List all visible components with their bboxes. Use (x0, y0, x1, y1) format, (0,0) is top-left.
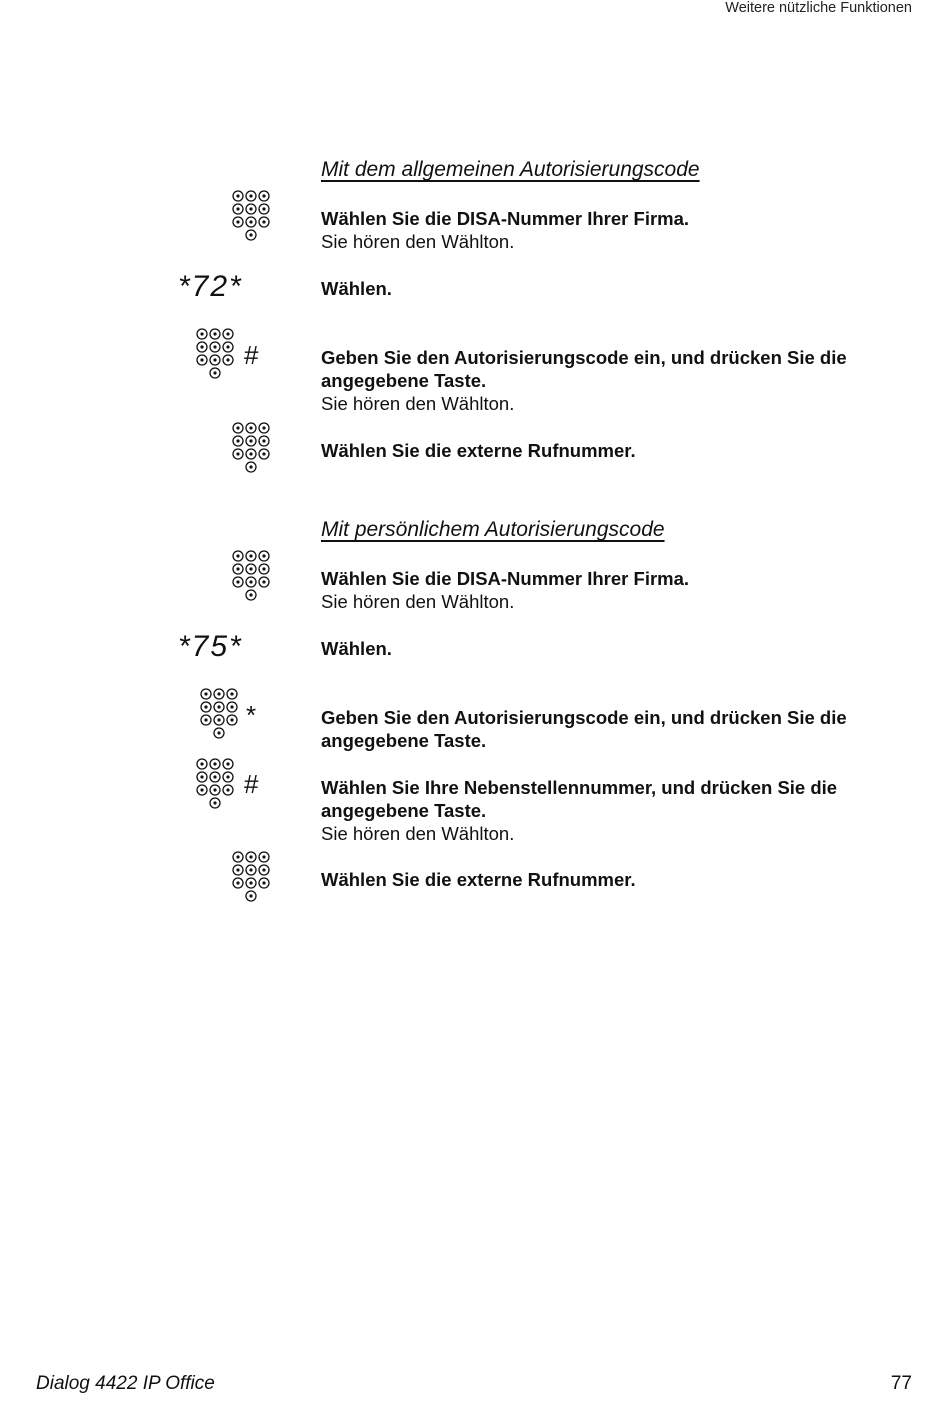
keypad-key-mark (249, 894, 252, 897)
code-star75star: *75* (178, 630, 243, 663)
step-note: Sie hören den Wählton. (321, 591, 515, 612)
keypad-key-mark (217, 718, 220, 721)
keypad-key-mark (204, 718, 207, 721)
keypad-key-mark (249, 868, 252, 871)
keypad-key-mark (213, 332, 216, 335)
keypad-key-mark (230, 692, 233, 695)
step-dial-external-number (321, 868, 921, 891)
running-head: Weitere nützliche Funktionen (725, 0, 912, 16)
keypad-key-mark (249, 452, 252, 455)
keypad-key-mark (230, 718, 233, 721)
keypad-key-mark (200, 358, 203, 361)
keypad-key-mark (204, 692, 207, 695)
step-dial-extension-number (321, 776, 921, 845)
star-key-icon: * (246, 700, 257, 730)
code-star72star: *72* (178, 270, 243, 303)
keypad-key-mark (249, 220, 252, 223)
step-instruction: Wählen Sie Ihre Nebenstellennummer, und drücken Sie die angegebene Taste. (321, 777, 838, 821)
keypad-key-mark (262, 567, 265, 570)
keypad-key-mark (249, 580, 252, 583)
keypad-key-mark (249, 465, 252, 468)
keypad-key-mark (249, 855, 252, 858)
keypad-key-mark (226, 762, 229, 765)
keypad-key-mark (226, 788, 229, 791)
keypad-key-mark (262, 881, 265, 884)
keypad-key-mark (262, 207, 265, 210)
step-dial-disa-number (321, 207, 921, 253)
step-note: Sie hören den Wählton. (321, 823, 515, 844)
keypad-icon (232, 422, 272, 478)
section-title-personal-code: Mit persönlichem Autorisierungscode (321, 518, 665, 541)
keypad-key-mark (236, 194, 239, 197)
keypad-key-mark (262, 426, 265, 429)
keypad-key-mark (213, 762, 216, 765)
keypad-key-mark (226, 332, 229, 335)
step-instruction: Wählen Sie die externe Rufnummer. (321, 440, 636, 461)
keypad-key-mark (249, 554, 252, 557)
keypad-key-mark (230, 705, 233, 708)
keypad-key-mark (217, 731, 220, 734)
step-dial-disa-number (321, 567, 921, 613)
keypad-key-mark (236, 439, 239, 442)
keypad-key-mark (262, 554, 265, 557)
step-instruction: Wählen. (321, 638, 392, 659)
keypad-icon (232, 190, 272, 246)
keypad-key-mark (262, 868, 265, 871)
keypad-key-mark (213, 801, 216, 804)
keypad-key-mark (262, 855, 265, 858)
keypad-key-mark (213, 788, 216, 791)
step-note: Sie hören den Wählton. (321, 231, 515, 252)
section-title-general-code: Mit dem allgemeinen Autorisierungscode (321, 158, 700, 181)
keypad-key-mark (200, 788, 203, 791)
keypad-icon (200, 688, 240, 744)
keypad-key-mark (236, 881, 239, 884)
keypad-key-mark (226, 775, 229, 778)
keypad-key-mark (262, 580, 265, 583)
keypad-key-mark (200, 345, 203, 348)
keypad-key-mark (236, 855, 239, 858)
keypad-key-mark (249, 207, 252, 210)
keypad-icon (232, 550, 272, 606)
keypad-icon (196, 758, 236, 814)
step-enter-auth-code (321, 346, 921, 415)
keypad-key-mark (236, 580, 239, 583)
keypad-key-mark (213, 345, 216, 348)
step-instruction: Wählen Sie die externe Rufnummer. (321, 869, 636, 890)
keypad-key-mark (236, 220, 239, 223)
step-instruction: Wählen. (321, 278, 392, 299)
step-dial-external-number (321, 439, 921, 462)
step-enter-auth-code (321, 706, 921, 752)
keypad-key-mark (249, 593, 252, 596)
step-instruction: Geben Sie den Autorisierungscode ein, und drücken Sie die angegebene Taste. (321, 347, 847, 391)
keypad-key-mark (262, 194, 265, 197)
step-instruction: Geben Sie den Autorisierungscode ein, und drücken Sie die angegebene Taste. (321, 707, 847, 751)
keypad-key-mark (249, 426, 252, 429)
keypad-key-mark (249, 567, 252, 570)
keypad-key-mark (249, 439, 252, 442)
step-note: Sie hören den Wählton. (321, 393, 515, 414)
hash-key-icon: # (244, 769, 259, 799)
keypad-key-mark (200, 332, 203, 335)
keypad-key-mark (236, 207, 239, 210)
keypad-key-mark (217, 705, 220, 708)
keypad-key-mark (213, 775, 216, 778)
step-instruction: Wählen Sie die DISA-Nummer Ihrer Firma. (321, 208, 690, 229)
keypad-key-mark (226, 345, 229, 348)
keypad-key-mark (262, 439, 265, 442)
keypad-key-mark (249, 233, 252, 236)
keypad-key-mark (213, 371, 216, 374)
keypad-key-mark (200, 775, 203, 778)
keypad-key-mark (249, 881, 252, 884)
keypad-key-mark (249, 194, 252, 197)
keypad-key-mark (226, 358, 229, 361)
keypad-key-mark (217, 692, 220, 695)
keypad-icon (232, 851, 272, 907)
keypad-key-mark (236, 426, 239, 429)
keypad-key-mark (236, 452, 239, 455)
step-dial-code (321, 277, 921, 300)
keypad-key-mark (200, 762, 203, 765)
keypad-icon (196, 328, 236, 384)
keypad-key-mark (236, 554, 239, 557)
keypad-key-mark (262, 452, 265, 455)
hash-key-icon: # (244, 340, 259, 370)
keypad-key-mark (262, 220, 265, 223)
keypad-key-mark (213, 358, 216, 361)
keypad-key-mark (236, 567, 239, 570)
footer-product-name: Dialog 4422 IP Office (36, 1373, 215, 1394)
step-instruction: Wählen Sie die DISA-Nummer Ihrer Firma. (321, 568, 690, 589)
keypad-key-mark (236, 868, 239, 871)
keypad-key-mark (204, 705, 207, 708)
step-dial-code (321, 637, 921, 660)
page-number: 77 (890, 1373, 912, 1394)
